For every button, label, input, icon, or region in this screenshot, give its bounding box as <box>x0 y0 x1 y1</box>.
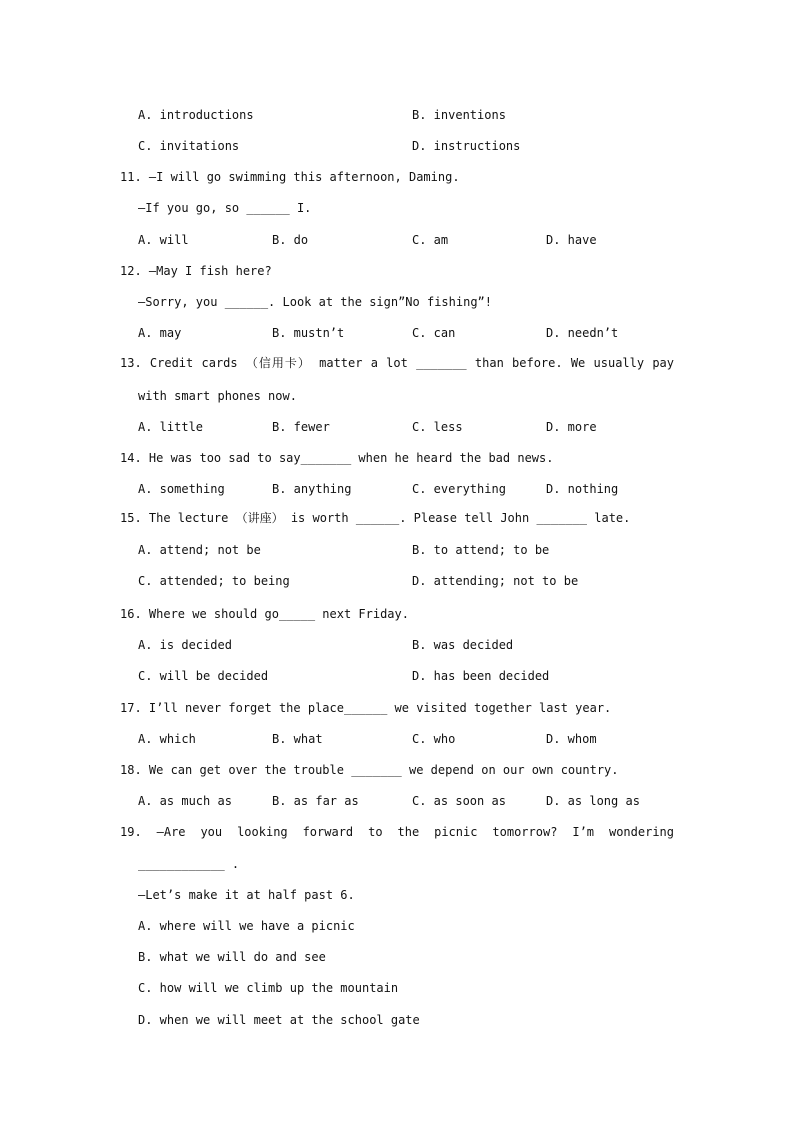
q12-option-d: D. needn’t <box>546 326 619 340</box>
q19-option-a: A. where will we have a picnic <box>138 919 355 933</box>
q10-option-a: A. introductions <box>138 108 254 122</box>
q11-option-a: A. will <box>138 233 189 247</box>
q17-option-c: C. who <box>412 732 456 746</box>
q10-option-d: D. instructions <box>412 139 521 153</box>
q16-question: 16. Where we should go_____ next Friday. <box>120 607 409 621</box>
q17-option-a: A. which <box>138 732 196 746</box>
q13-option-d: D. more <box>546 420 597 434</box>
q12-option-c: C. can <box>412 326 456 340</box>
q17-question: 17. I’ll never forget the place______ we visited together last year. <box>120 701 612 715</box>
q15-option-c: C. attended; to being <box>138 574 290 588</box>
q14-option-c: C. everything <box>412 482 506 496</box>
q18-option-d: D. as long as <box>546 794 640 808</box>
q16-option-a: A. is decided <box>138 638 232 652</box>
q10-option-b: B. inventions <box>412 108 506 122</box>
q14-question: 14. He was too sad to say_______ when he heard the bad news. <box>120 451 554 465</box>
q15-option-a: A. attend; not be <box>138 543 261 557</box>
q14-option-d: D. nothing <box>546 482 619 496</box>
q11-option-c: C. am <box>412 233 449 247</box>
q11-option-d: D. have <box>546 233 597 247</box>
q15-question: 15. The lecture （讲座） is worth ______. Please tell John _______ late. <box>120 511 631 525</box>
q12-reply: —Sorry, you ______. Look at the sign”No fishing”! <box>138 295 493 309</box>
q14-option-b: B. anything <box>272 482 352 496</box>
q12-option-b: B. mustn’t <box>272 326 345 340</box>
q10-option-c: C. invitations <box>138 139 240 153</box>
q18-option-b: B. as far as <box>272 794 359 808</box>
q13-option-b: B. fewer <box>272 420 330 434</box>
q11-option-b: B. do <box>272 233 309 247</box>
q13-question: 13. Credit cards （信用卡） matter a lot _______ than before. We usually pay <box>120 356 674 370</box>
q18-question: 18. We can get over the trouble _______ we depend on our own country. <box>120 763 619 777</box>
q14-option-a: A. something <box>138 482 225 496</box>
q16-option-d: D. has been decided <box>412 669 550 683</box>
q11-question: 11. —I will go swimming this afternoon, Daming. <box>120 170 460 184</box>
q12-question: 12. —May I fish here? <box>120 264 272 278</box>
q11-reply: —If you go, so ______ I. <box>138 201 312 215</box>
q13-option-c: C. less <box>412 420 463 434</box>
q15-option-d: D. attending; not to be <box>412 574 579 588</box>
q13-option-a: A. little <box>138 420 204 434</box>
q19-reply: —Let’s make it at half past 6. <box>138 888 355 902</box>
q16-option-c: C. will be decided <box>138 669 269 683</box>
q19-question: 19. —Are you looking forward to the picnic tomorrow? I’m wondering <box>120 825 674 839</box>
q19-blank: ____________ . <box>138 857 240 871</box>
q18-option-c: C. as soon as <box>412 794 506 808</box>
q19-option-b: B. what we will do and see <box>138 950 326 964</box>
q17-option-b: B. what <box>272 732 323 746</box>
q18-option-a: A. as much as <box>138 794 232 808</box>
q19-option-d: D. when we will meet at the school gate <box>138 1013 420 1027</box>
q15-option-b: B. to attend; to be <box>412 543 550 557</box>
q16-option-b: B. was decided <box>412 638 514 652</box>
q12-option-a: A. may <box>138 326 182 340</box>
q13-question-cont: with smart phones now. <box>138 389 297 403</box>
q19-option-c: C. how will we climb up the mountain <box>138 981 399 995</box>
q17-option-d: D. whom <box>546 732 597 746</box>
